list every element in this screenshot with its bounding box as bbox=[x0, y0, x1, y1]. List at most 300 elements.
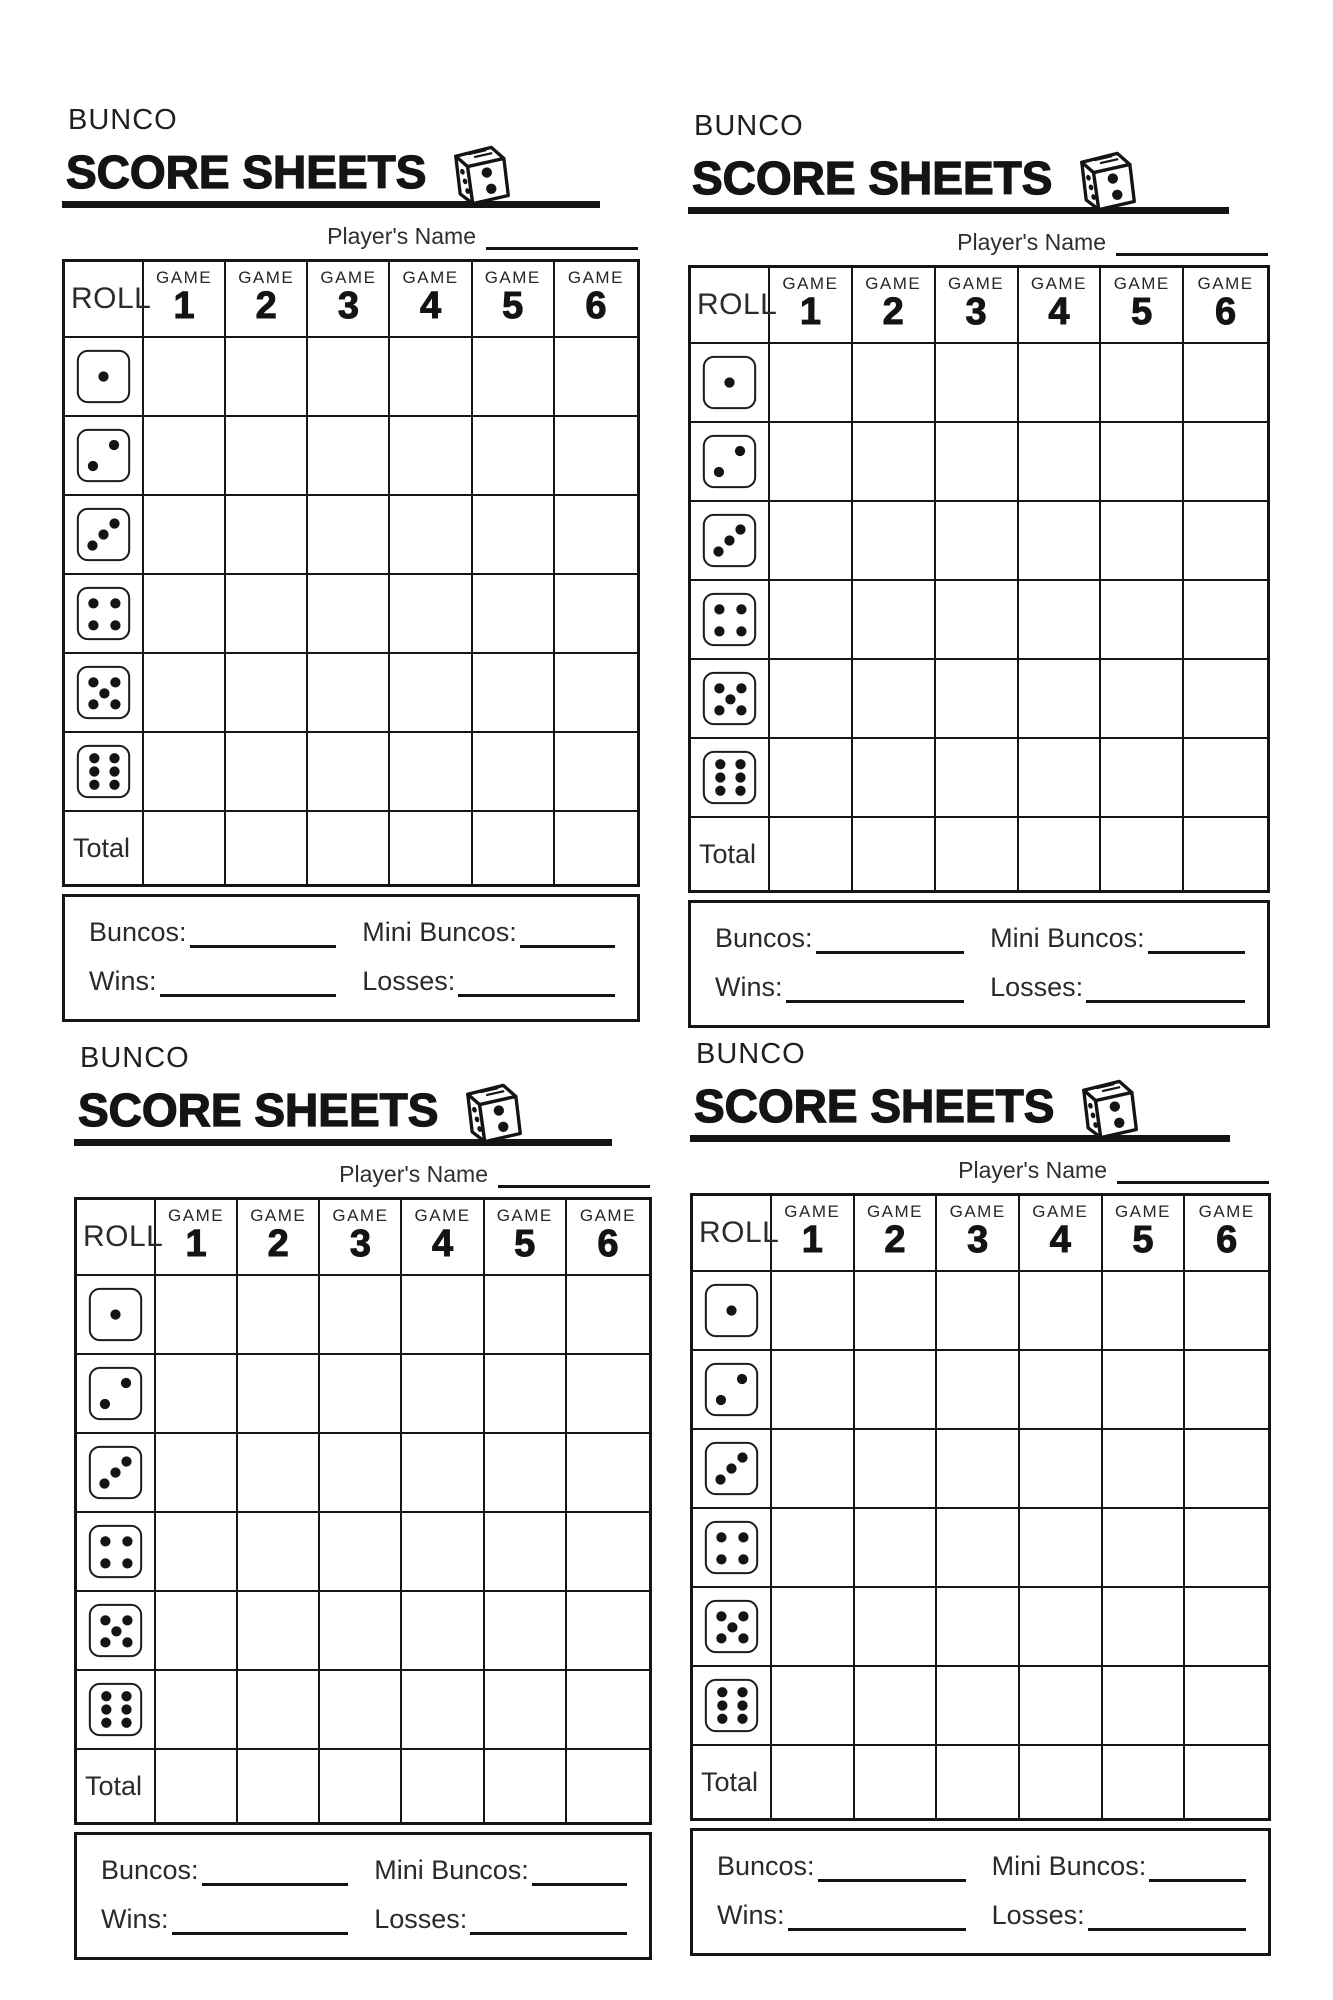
score-cell-die5-game2[interactable] bbox=[855, 1588, 938, 1667]
score-cell-die3-game3[interactable] bbox=[936, 502, 1019, 581]
score-cell-die6-game5[interactable] bbox=[1103, 1667, 1186, 1746]
player-name-label: Player's Name bbox=[327, 223, 476, 249]
score-cell-die6-game2[interactable] bbox=[238, 1671, 320, 1750]
total-cell-game5[interactable] bbox=[473, 812, 555, 884]
wins-label: Wins: bbox=[101, 1904, 169, 1934]
score-cell-die4-game4[interactable] bbox=[1020, 1509, 1103, 1588]
game-4-column-header bbox=[390, 262, 472, 338]
score-cell-die1-game4[interactable] bbox=[402, 1276, 484, 1355]
game-number: 5 bbox=[1132, 1219, 1154, 1261]
score-cell-die2-game3[interactable] bbox=[308, 417, 390, 496]
game-number: 3 bbox=[965, 291, 987, 333]
mini-buncos-blank[interactable] bbox=[1149, 1852, 1246, 1882]
score-cell-die4-game3[interactable] bbox=[308, 575, 390, 654]
summary-box bbox=[74, 1832, 652, 1960]
losses-label: Losses: bbox=[990, 972, 1084, 1002]
score-cell-die6-game4[interactable] bbox=[1019, 739, 1102, 818]
score-cell-die2-game5[interactable] bbox=[1103, 1351, 1186, 1430]
game-number: 2 bbox=[267, 1223, 289, 1265]
game-label: GAME bbox=[484, 268, 541, 287]
score-cell-die1-game2[interactable] bbox=[853, 344, 936, 423]
score-cell-die2-game1[interactable] bbox=[144, 417, 226, 496]
brand-title: BUNCO bbox=[68, 104, 178, 136]
page-title: SCORE SHEETS bbox=[78, 1084, 439, 1137]
total-row-label: Total bbox=[77, 1750, 156, 1822]
score-cell-die5-game1[interactable] bbox=[156, 1592, 238, 1671]
score-cell-die4-game2[interactable] bbox=[853, 581, 936, 660]
game-label: GAME bbox=[402, 268, 459, 287]
score-cell-die2-game5[interactable] bbox=[1101, 423, 1184, 502]
game-6-column-header bbox=[567, 1200, 649, 1276]
score-cell-die2-game2[interactable] bbox=[226, 417, 308, 496]
game-number: 4 bbox=[432, 1223, 454, 1265]
game-number: 3 bbox=[967, 1219, 989, 1261]
score-cell-die4-game6[interactable] bbox=[555, 575, 637, 654]
die-4-icon bbox=[65, 575, 144, 654]
score-cell-die5-game6[interactable] bbox=[1185, 1588, 1268, 1667]
wins-label: Wins: bbox=[715, 972, 783, 1002]
score-cell-die4-game3[interactable] bbox=[936, 581, 1019, 660]
score-cell-die3-game1[interactable] bbox=[144, 496, 226, 575]
total-cell-game1[interactable] bbox=[770, 818, 853, 890]
page-title: SCORE SHEETS bbox=[692, 152, 1053, 205]
score-cell-die1-game5[interactable] bbox=[473, 338, 555, 417]
score-cell-die4-game5[interactable] bbox=[485, 1513, 567, 1592]
buncos-label: Buncos: bbox=[89, 917, 187, 947]
buncos-blank[interactable] bbox=[202, 1856, 349, 1886]
total-cell-game2[interactable] bbox=[855, 1746, 938, 1818]
score-cell-die3-game3[interactable] bbox=[937, 1430, 1020, 1509]
total-cell-game6[interactable] bbox=[567, 1750, 649, 1822]
score-cell-die2-game1[interactable] bbox=[156, 1355, 238, 1434]
score-cell-die3-game6[interactable] bbox=[567, 1434, 649, 1513]
title-underline bbox=[74, 1139, 612, 1146]
score-cell-die6-game3[interactable] bbox=[320, 1671, 402, 1750]
score-cell-die1-game1[interactable] bbox=[770, 344, 853, 423]
score-cell-die5-game4[interactable] bbox=[1020, 1588, 1103, 1667]
score-sheet bbox=[688, 112, 1270, 1028]
title-underline bbox=[688, 207, 1229, 214]
score-cell-die4-game4[interactable] bbox=[1019, 581, 1102, 660]
die-1-icon bbox=[693, 1272, 772, 1351]
total-cell-game5[interactable] bbox=[485, 1750, 567, 1822]
game-number: 1 bbox=[801, 1219, 823, 1261]
score-cell-die6-game5[interactable] bbox=[1101, 739, 1184, 818]
score-cell-die6-game6[interactable] bbox=[1184, 739, 1267, 818]
game-4-column-header bbox=[1020, 1196, 1103, 1272]
game-number: 5 bbox=[502, 285, 524, 327]
score-cell-die4-game1[interactable] bbox=[144, 575, 226, 654]
score-cell-die4-game5[interactable] bbox=[1101, 581, 1184, 660]
title-underline bbox=[690, 1135, 1230, 1142]
score-cell-die1-game6[interactable] bbox=[1184, 344, 1267, 423]
score-cell-die1-game1[interactable] bbox=[772, 1272, 855, 1351]
score-cell-die2-game2[interactable] bbox=[855, 1351, 938, 1430]
title-row bbox=[78, 1073, 652, 1137]
score-cell-die5-game3[interactable] bbox=[936, 660, 1019, 739]
score-cell-die5-game1[interactable] bbox=[772, 1588, 855, 1667]
losses-blank[interactable] bbox=[1088, 1901, 1246, 1931]
mini-buncos-blank[interactable] bbox=[1148, 924, 1245, 954]
score-cell-die2-game1[interactable] bbox=[772, 1351, 855, 1430]
losses-blank[interactable] bbox=[470, 1905, 627, 1935]
total-cell-game6[interactable] bbox=[1184, 818, 1267, 890]
total-cell-game4[interactable] bbox=[390, 812, 472, 884]
player-name-blank[interactable] bbox=[486, 224, 638, 250]
score-cell-die6-game2[interactable] bbox=[855, 1667, 938, 1746]
score-cell-die1-game6[interactable] bbox=[1185, 1272, 1268, 1351]
rolling-die-icon bbox=[1064, 141, 1138, 219]
title-row bbox=[66, 135, 640, 199]
score-cell-die4-game6[interactable] bbox=[567, 1513, 649, 1592]
score-cell-die2-game5[interactable] bbox=[485, 1355, 567, 1434]
total-row-label: Total bbox=[691, 818, 770, 890]
score-cell-die3-game3[interactable] bbox=[308, 496, 390, 575]
score-cell-die6-game3[interactable] bbox=[937, 1667, 1020, 1746]
score-cell-die1-game3[interactable] bbox=[937, 1272, 1020, 1351]
score-cell-die6-game4[interactable] bbox=[1020, 1667, 1103, 1746]
score-cell-die3-game2[interactable] bbox=[226, 496, 308, 575]
game-number: 3 bbox=[337, 285, 359, 327]
score-cell-die5-game2[interactable] bbox=[226, 654, 308, 733]
score-cell-die3-game2[interactable] bbox=[855, 1430, 938, 1509]
score-cell-die3-game1[interactable] bbox=[772, 1430, 855, 1509]
total-cell-game5[interactable] bbox=[1103, 1746, 1186, 1818]
rolling-die-icon bbox=[450, 1073, 524, 1151]
game-number: 3 bbox=[349, 1223, 371, 1265]
wins-label: Wins: bbox=[89, 966, 157, 996]
die-2-icon bbox=[77, 1355, 156, 1434]
total-cell-game6[interactable] bbox=[555, 812, 637, 884]
score-cell-die5-game2[interactable] bbox=[238, 1592, 320, 1671]
score-cell-die5-game5[interactable] bbox=[485, 1592, 567, 1671]
score-cell-die1-game4[interactable] bbox=[390, 338, 472, 417]
score-cell-die1-game5[interactable] bbox=[485, 1276, 567, 1355]
summary-box bbox=[688, 900, 1270, 1028]
game-label: GAME bbox=[1198, 1202, 1255, 1221]
score-cell-die1-game4[interactable] bbox=[1019, 344, 1102, 423]
score-sheet bbox=[62, 106, 640, 1022]
score-table bbox=[690, 1193, 1271, 1821]
game-label: GAME bbox=[1197, 274, 1254, 293]
player-name-blank[interactable] bbox=[498, 1162, 650, 1188]
score-cell-die6-game1[interactable] bbox=[144, 733, 226, 812]
score-cell-die4-game5[interactable] bbox=[1103, 1509, 1186, 1588]
score-cell-die1-game2[interactable] bbox=[226, 338, 308, 417]
buncos-blank[interactable] bbox=[190, 918, 337, 948]
summary-box bbox=[690, 1828, 1271, 1956]
game-4-column-header bbox=[1019, 268, 1102, 344]
score-cell-die6-game3[interactable] bbox=[308, 733, 390, 812]
score-cell-die4-game2[interactable] bbox=[855, 1509, 938, 1588]
score-cell-die4-game2[interactable] bbox=[226, 575, 308, 654]
game-number: 6 bbox=[1216, 1219, 1238, 1261]
game-1-column-header bbox=[156, 1200, 238, 1276]
die-3-icon bbox=[693, 1430, 772, 1509]
player-name-blank[interactable] bbox=[1116, 230, 1268, 256]
mini-buncos-label: Mini Buncos: bbox=[991, 1851, 1147, 1881]
score-cell-die4-game5[interactable] bbox=[473, 575, 555, 654]
total-cell-game2[interactable] bbox=[853, 818, 936, 890]
total-cell-game1[interactable] bbox=[144, 812, 226, 884]
buncos-label: Buncos: bbox=[715, 923, 813, 953]
game-number: 6 bbox=[585, 285, 607, 327]
game-label: GAME bbox=[865, 274, 922, 293]
score-cell-die2-game4[interactable] bbox=[1019, 423, 1102, 502]
total-row-label: Total bbox=[65, 812, 144, 884]
score-table bbox=[62, 259, 640, 887]
score-cell-die3-game5[interactable] bbox=[473, 496, 555, 575]
score-cell-die4-game1[interactable] bbox=[772, 1509, 855, 1588]
game-3-column-header bbox=[308, 262, 390, 338]
score-cell-die5-game1[interactable] bbox=[144, 654, 226, 733]
score-cell-die5-game6[interactable] bbox=[1184, 660, 1267, 739]
score-cell-die5-game3[interactable] bbox=[308, 654, 390, 733]
die-6-icon bbox=[65, 733, 144, 812]
score-cell-die6-game1[interactable] bbox=[156, 1671, 238, 1750]
score-cell-die5-game5[interactable] bbox=[1101, 660, 1184, 739]
score-cell-die1-game3[interactable] bbox=[936, 344, 1019, 423]
score-cell-die3-game2[interactable] bbox=[853, 502, 936, 581]
total-cell-game1[interactable] bbox=[156, 1750, 238, 1822]
total-cell-game1[interactable] bbox=[772, 1746, 855, 1818]
game-label: GAME bbox=[156, 268, 213, 287]
game-label: GAME bbox=[948, 274, 1005, 293]
score-cell-die1-game2[interactable] bbox=[855, 1272, 938, 1351]
score-cell-die5-game3[interactable] bbox=[320, 1592, 402, 1671]
die-4-icon bbox=[691, 581, 770, 660]
score-cell-die2-game2[interactable] bbox=[238, 1355, 320, 1434]
total-cell-game6[interactable] bbox=[1185, 1746, 1268, 1818]
score-cell-die2-game3[interactable] bbox=[936, 423, 1019, 502]
score-cell-die6-game6[interactable] bbox=[1185, 1667, 1268, 1746]
total-cell-game3[interactable] bbox=[937, 1746, 1020, 1818]
mini-buncos-blank[interactable] bbox=[532, 1856, 627, 1886]
score-cell-die1-game6[interactable] bbox=[567, 1276, 649, 1355]
brand-title: BUNCO bbox=[696, 1038, 806, 1070]
score-cell-die3-game2[interactable] bbox=[238, 1434, 320, 1513]
die-3-icon bbox=[65, 496, 144, 575]
roll-column-header: ROLL bbox=[77, 1200, 156, 1276]
brand-title: BUNCO bbox=[694, 110, 804, 142]
score-cell-die3-game5[interactable] bbox=[1101, 502, 1184, 581]
score-cell-die5-game5[interactable] bbox=[1103, 1588, 1186, 1667]
score-cell-die1-game4[interactable] bbox=[1020, 1272, 1103, 1351]
score-cell-die3-game4[interactable] bbox=[402, 1434, 484, 1513]
brand-title: BUNCO bbox=[80, 1042, 190, 1074]
score-cell-die5-game5[interactable] bbox=[473, 654, 555, 733]
score-cell-die3-game6[interactable] bbox=[555, 496, 637, 575]
score-cell-die4-game4[interactable] bbox=[402, 1513, 484, 1592]
wins-blank[interactable] bbox=[788, 1901, 966, 1931]
roll-column-header: ROLL bbox=[65, 262, 144, 338]
die-3-icon bbox=[77, 1434, 156, 1513]
score-cell-die6-game6[interactable] bbox=[567, 1671, 649, 1750]
score-cell-die3-game1[interactable] bbox=[770, 502, 853, 581]
score-cell-die3-game4[interactable] bbox=[390, 496, 472, 575]
game-label: GAME bbox=[567, 268, 624, 287]
score-cell-die1-game1[interactable] bbox=[144, 338, 226, 417]
die-6-icon bbox=[693, 1667, 772, 1746]
score-cell-die5-game3[interactable] bbox=[937, 1588, 1020, 1667]
score-cell-die4-game6[interactable] bbox=[1184, 581, 1267, 660]
score-cell-die2-game3[interactable] bbox=[320, 1355, 402, 1434]
losses-blank[interactable] bbox=[458, 967, 615, 997]
game-1-column-header bbox=[144, 262, 226, 338]
game-label: GAME bbox=[1032, 1202, 1089, 1221]
score-cell-die4-game1[interactable] bbox=[770, 581, 853, 660]
total-cell-game2[interactable] bbox=[226, 812, 308, 884]
die-4-icon bbox=[77, 1513, 156, 1592]
score-cell-die6-game4[interactable] bbox=[390, 733, 472, 812]
total-cell-game3[interactable] bbox=[320, 1750, 402, 1822]
score-cell-die4-game6[interactable] bbox=[1185, 1509, 1268, 1588]
mini-buncos-label: Mini Buncos: bbox=[362, 917, 517, 947]
score-cell-die5-game4[interactable] bbox=[1019, 660, 1102, 739]
score-cell-die2-game4[interactable] bbox=[402, 1355, 484, 1434]
player-name-blank[interactable] bbox=[1117, 1158, 1269, 1184]
score-cell-die2-game6[interactable] bbox=[1185, 1351, 1268, 1430]
wins-blank[interactable] bbox=[160, 967, 337, 997]
total-cell-game4[interactable] bbox=[402, 1750, 484, 1822]
losses-blank[interactable] bbox=[1086, 973, 1245, 1003]
total-cell-game3[interactable] bbox=[308, 812, 390, 884]
score-cell-die5-game1[interactable] bbox=[770, 660, 853, 739]
score-cell-die3-game3[interactable] bbox=[320, 1434, 402, 1513]
game-label: GAME bbox=[250, 1206, 307, 1225]
score-cell-die2-game1[interactable] bbox=[770, 423, 853, 502]
score-cell-die6-game5[interactable] bbox=[473, 733, 555, 812]
game-5-column-header bbox=[1103, 1196, 1186, 1272]
score-cell-die3-game4[interactable] bbox=[1019, 502, 1102, 581]
score-cell-die5-game6[interactable] bbox=[555, 654, 637, 733]
score-cell-die3-game5[interactable] bbox=[485, 1434, 567, 1513]
game-label: GAME bbox=[1030, 274, 1087, 293]
score-cell-die2-game6[interactable] bbox=[555, 417, 637, 496]
total-cell-game2[interactable] bbox=[238, 1750, 320, 1822]
score-cell-die2-game3[interactable] bbox=[937, 1351, 1020, 1430]
score-cell-die6-game5[interactable] bbox=[485, 1671, 567, 1750]
score-cell-die1-game3[interactable] bbox=[320, 1276, 402, 1355]
score-sheet bbox=[690, 1040, 1271, 1956]
losses-label: Losses: bbox=[374, 1904, 468, 1934]
total-cell-game4[interactable] bbox=[1020, 1746, 1103, 1818]
score-cell-die2-game4[interactable] bbox=[390, 417, 472, 496]
score-cell-die6-game4[interactable] bbox=[402, 1671, 484, 1750]
score-cell-die1-game6[interactable] bbox=[555, 338, 637, 417]
score-cell-die4-game2[interactable] bbox=[238, 1513, 320, 1592]
game-label: GAME bbox=[949, 1202, 1006, 1221]
game-label: GAME bbox=[414, 1206, 471, 1225]
score-cell-die1-game5[interactable] bbox=[1103, 1272, 1186, 1351]
game-number: 5 bbox=[514, 1223, 536, 1265]
losses-label: Losses: bbox=[991, 1900, 1085, 1930]
score-cell-die2-game5[interactable] bbox=[473, 417, 555, 496]
score-cell-die5-game4[interactable] bbox=[390, 654, 472, 733]
page-title: SCORE SHEETS bbox=[694, 1080, 1055, 1133]
game-3-column-header bbox=[937, 1196, 1020, 1272]
die-5-icon bbox=[77, 1592, 156, 1671]
score-cell-die4-game4[interactable] bbox=[390, 575, 472, 654]
score-cell-die3-game6[interactable] bbox=[1184, 502, 1267, 581]
game-number: 4 bbox=[1048, 291, 1070, 333]
buncos-blank[interactable] bbox=[818, 1852, 966, 1882]
buncos-label: Buncos: bbox=[717, 1851, 815, 1881]
score-cell-die6-game1[interactable] bbox=[770, 739, 853, 818]
rolling-die-icon bbox=[1066, 1069, 1140, 1147]
player-name-label: Player's Name bbox=[339, 1161, 488, 1187]
total-cell-game5[interactable] bbox=[1101, 818, 1184, 890]
game-number: 1 bbox=[799, 291, 821, 333]
title-row bbox=[694, 1069, 1271, 1133]
score-cell-die4-game3[interactable] bbox=[937, 1509, 1020, 1588]
score-cell-die3-game5[interactable] bbox=[1103, 1430, 1186, 1509]
score-cell-die2-game6[interactable] bbox=[1184, 423, 1267, 502]
score-cell-die3-game4[interactable] bbox=[1020, 1430, 1103, 1509]
score-cell-die1-game5[interactable] bbox=[1101, 344, 1184, 423]
game-number: 2 bbox=[882, 291, 904, 333]
losses-label: Losses: bbox=[362, 966, 456, 996]
score-cell-die4-game3[interactable] bbox=[320, 1513, 402, 1592]
die-3-icon bbox=[691, 502, 770, 581]
score-cell-die2-game4[interactable] bbox=[1020, 1351, 1103, 1430]
game-6-column-header bbox=[555, 262, 637, 338]
score-cell-die1-game3[interactable] bbox=[308, 338, 390, 417]
wins-label: Wins: bbox=[717, 1900, 785, 1930]
game-2-column-header bbox=[855, 1196, 938, 1272]
score-cell-die5-game4[interactable] bbox=[402, 1592, 484, 1671]
score-cell-die1-game2[interactable] bbox=[238, 1276, 320, 1355]
game-label: GAME bbox=[784, 1202, 841, 1221]
rolling-die-icon bbox=[438, 135, 512, 213]
game-number: 4 bbox=[1049, 1219, 1071, 1261]
score-cell-die6-game2[interactable] bbox=[226, 733, 308, 812]
total-cell-game4[interactable] bbox=[1019, 818, 1102, 890]
game-5-column-header bbox=[473, 262, 555, 338]
score-cell-die2-game6[interactable] bbox=[567, 1355, 649, 1434]
score-cell-die6-game2[interactable] bbox=[853, 739, 936, 818]
score-cell-die4-game1[interactable] bbox=[156, 1513, 238, 1592]
game-label: GAME bbox=[332, 1206, 389, 1225]
game-number: 1 bbox=[173, 285, 195, 327]
wins-blank[interactable] bbox=[172, 1905, 349, 1935]
score-cell-die1-game1[interactable] bbox=[156, 1276, 238, 1355]
game-3-column-header bbox=[320, 1200, 402, 1276]
score-cell-die2-game2[interactable] bbox=[853, 423, 936, 502]
score-cell-die5-game6[interactable] bbox=[567, 1592, 649, 1671]
score-sheet bbox=[74, 1044, 652, 1960]
score-cell-die6-game1[interactable] bbox=[772, 1667, 855, 1746]
game-label: GAME bbox=[579, 1206, 636, 1225]
game-label: GAME bbox=[782, 274, 839, 293]
player-name-label: Player's Name bbox=[958, 1157, 1107, 1183]
score-cell-die3-game1[interactable] bbox=[156, 1434, 238, 1513]
mini-buncos-label: Mini Buncos: bbox=[374, 1855, 529, 1885]
score-cell-die6-game3[interactable] bbox=[936, 739, 1019, 818]
die-2-icon bbox=[65, 417, 144, 496]
die-6-icon bbox=[691, 739, 770, 818]
score-cell-die3-game6[interactable] bbox=[1185, 1430, 1268, 1509]
game-label: GAME bbox=[320, 268, 377, 287]
game-6-column-header bbox=[1185, 1196, 1268, 1272]
mini-buncos-label: Mini Buncos: bbox=[990, 923, 1145, 953]
score-cell-die6-game6[interactable] bbox=[555, 733, 637, 812]
buncos-blank[interactable] bbox=[816, 924, 965, 954]
total-cell-game3[interactable] bbox=[936, 818, 1019, 890]
mini-buncos-blank[interactable] bbox=[520, 918, 615, 948]
wins-blank[interactable] bbox=[786, 973, 965, 1003]
score-cell-die5-game2[interactable] bbox=[853, 660, 936, 739]
